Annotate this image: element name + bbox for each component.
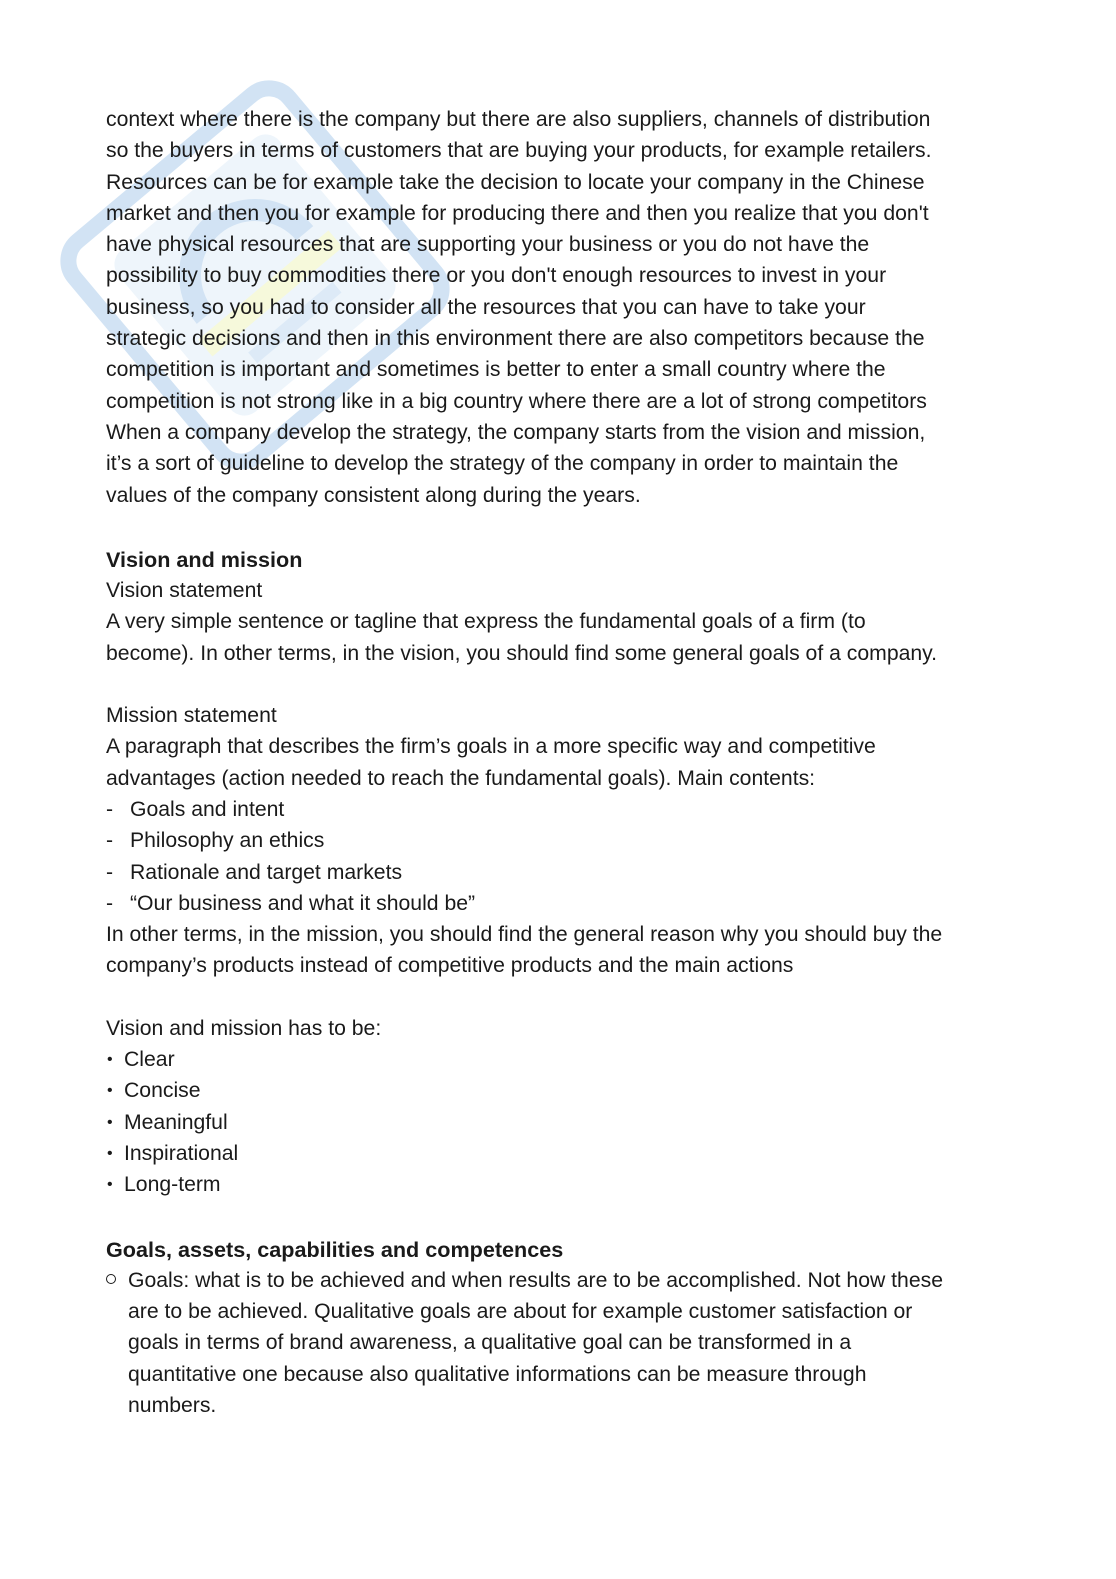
- text-line: goals in terms of brand awareness, a qualitative goal can be transformed in a: [128, 1331, 852, 1355]
- text-line: possibility to buy commodities there or you don't enough resources to invest in your: [106, 264, 887, 288]
- list-item-text: Rationale and target markets: [130, 860, 403, 884]
- dash-marker: -: [106, 829, 114, 853]
- dash-marker: -: [106, 860, 114, 884]
- text-line: market and then you for example for producing there and then you realize that you don't: [106, 201, 929, 225]
- list-item: [106, 1265, 1006, 1421]
- spacer: [106, 982, 1006, 1013]
- goals-list: [106, 1265, 1006, 1421]
- text-line: A paragraph that describes the firm’s goals in a more specific way and competitive: [106, 735, 876, 759]
- list-item: [106, 1044, 1006, 1075]
- intro-paragraph: [106, 104, 1006, 511]
- text-line: Resources can be for example take the decision to locate your company in the Chinese: [106, 170, 925, 194]
- circle-bullet-icon: [106, 1274, 116, 1284]
- text-line: advantages (action needed to reach the fundamental goals). Main contents:: [106, 766, 816, 790]
- bullet-marker: •: [107, 1144, 113, 1162]
- text-line: quantitative one because also qualitative informations can be measure through: [128, 1362, 867, 1386]
- vision-paragraph: [106, 606, 1006, 669]
- dash-marker: -: [106, 797, 114, 821]
- bullet-marker: •: [107, 1082, 113, 1100]
- text-line: become). In other terms, in the vision, you should find some general goals of a company.: [106, 641, 938, 665]
- list-item: [106, 1107, 1006, 1138]
- section-heading-goals: Goals, assets, capabilities and competences: [106, 1236, 564, 1262]
- text-line: it’s a sort of guideline to develop the strategy of the company in order to maintain the: [106, 452, 899, 476]
- list-item-text: Meaningful: [124, 1110, 228, 1134]
- list-item-text: Philosophy an ethics: [130, 829, 325, 853]
- list-item-text: Clear: [124, 1048, 175, 1072]
- text-line: In other terms, in the mission, you should find the general reason why you should buy the: [106, 923, 943, 947]
- spacer: [106, 511, 1006, 544]
- list-item-text: “Our business and what it should be”: [130, 891, 476, 915]
- list-item-text: Inspirational: [124, 1141, 239, 1165]
- text-line: so the buyers in terms of customers that are buying your products, for example retailers.: [106, 139, 932, 163]
- bullet-marker: •: [107, 1113, 113, 1131]
- list-item-text: Concise: [124, 1079, 201, 1103]
- text-line: are to be achieved. Qualitative goals are about for example customer satisfaction or: [128, 1300, 913, 1324]
- list-item: [106, 825, 1006, 856]
- mission-paragraph: [106, 731, 1006, 794]
- has-to-be-label: Vision and mission has to be:: [106, 1016, 382, 1040]
- text-line: competition is important and sometimes is better to enter a small country where the: [106, 358, 886, 382]
- spacer: [106, 1201, 1006, 1234]
- list-item: [106, 888, 1006, 919]
- document-page: [106, 104, 1006, 1421]
- list-item: [106, 1075, 1006, 1106]
- text-line: A very simple sentence or tagline that express the fundamental goals of a firm (to: [106, 610, 866, 634]
- list-item: [106, 794, 1006, 825]
- list-item: [106, 1169, 1006, 1200]
- dash-marker: -: [106, 891, 114, 915]
- text-line: values of the company consistent along during the years.: [106, 483, 641, 507]
- text-line: company’s products instead of competitive products and the main actions: [106, 954, 794, 978]
- vision-statement-label: Vision statement: [106, 579, 263, 603]
- mission-conclusion-paragraph: [106, 919, 1006, 982]
- mission-statement-label: Mission statement: [106, 704, 277, 728]
- text-line: When a company develop the strategy, the company starts from the vision and mission,: [106, 420, 926, 444]
- list-item-text: Long-term: [124, 1173, 221, 1197]
- bullet-marker: •: [107, 1051, 113, 1069]
- text-line: competition is not strong like in a big country where there are a lot of strong competitors: [106, 389, 927, 413]
- list-item: [106, 857, 1006, 888]
- spacer: [106, 669, 1006, 700]
- text-line: Goals: what is to be achieved and when results are to be accomplished. Not how these: [128, 1268, 944, 1292]
- bullet-marker: •: [107, 1176, 113, 1194]
- list-item-text: Goals and intent: [130, 797, 285, 821]
- main-contents-list: [106, 794, 1006, 919]
- list-item: [106, 1138, 1006, 1169]
- text-line: numbers.: [128, 1393, 217, 1417]
- section-heading-vision-mission: Vision and mission: [106, 546, 303, 572]
- text-line: have physical resources that are supporting your business or you do not have the: [106, 233, 870, 257]
- text-line: context where there is the company but there are also suppliers, channels of distribution: [106, 108, 931, 131]
- text-line: business, so you had to consider all the resources that you can have to take your: [106, 295, 866, 319]
- text-line: strategic decisions and then in this environment there are also competitors because the: [106, 327, 925, 351]
- qualities-list: [106, 1044, 1006, 1200]
